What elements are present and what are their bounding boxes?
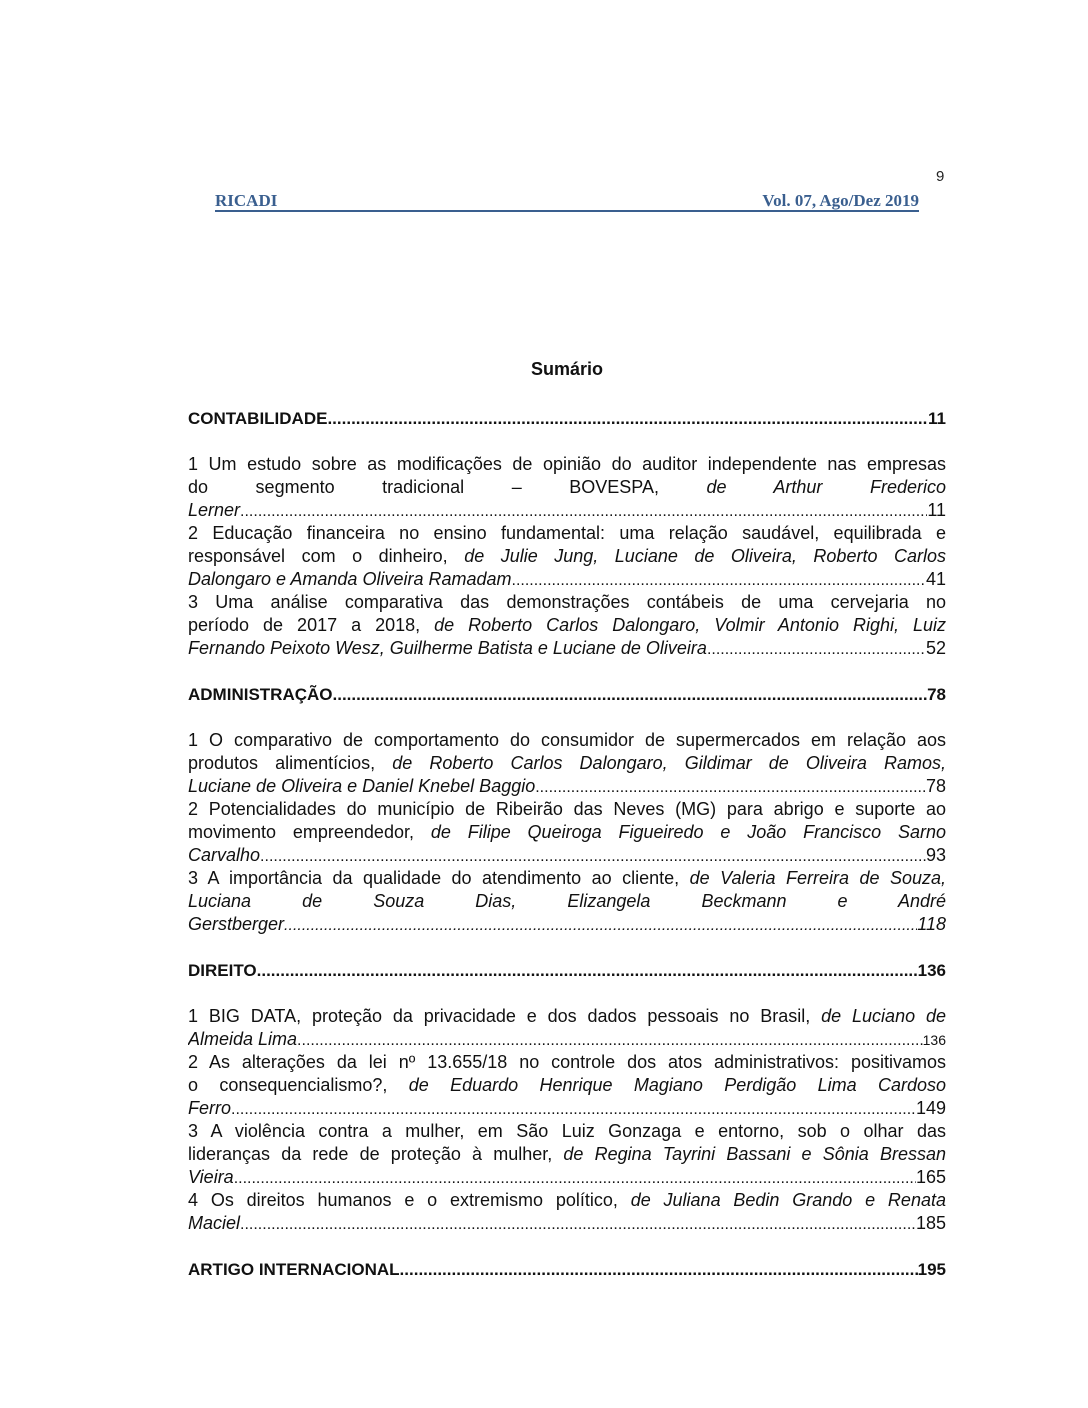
entry-page: 136	[922, 1032, 946, 1048]
toc-entry[interactable]	[188, 1051, 946, 1120]
entry-page: 185	[915, 1213, 946, 1233]
entry-authors-cont: Carvalho	[188, 845, 261, 865]
entry-authors-cont: Vieira	[188, 1167, 234, 1187]
leader-dots	[297, 1029, 923, 1051]
toc-section-artigo-internacional	[188, 1258, 946, 1281]
toc-entry[interactable]	[188, 1120, 946, 1189]
entry-title: 3 A violência contra a mulher, em São Luiz Gonzaga e entorno, sob o olhar das	[188, 1121, 946, 1141]
entry-title-cont: período de 2017 a 2018,	[188, 615, 421, 635]
entry-title-cont: do segmento tradicional – BOVESPA,	[188, 477, 659, 497]
entry-authors: de Filipe Queiroga Figueiredo e João Francisco Sarno	[430, 822, 946, 842]
leader-dots	[535, 776, 926, 798]
entry-title-cont: movimento empreendedor,	[188, 822, 414, 842]
entry-authors-cont: Luciana de Souza Dias, Elizangela Beckmann e André	[188, 891, 946, 911]
entry-title: 1 BIG DATA, proteção da privacidade e dos dados pessoais no Brasil,	[188, 1006, 811, 1026]
toc-entry[interactable]	[188, 1189, 946, 1235]
leader-dots	[234, 1167, 916, 1189]
volume-info: Vol. 07, Ago/Dez 2019	[762, 191, 919, 210]
entry-page: 52	[925, 638, 946, 658]
leader-dots	[231, 1098, 916, 1120]
entry-title: 3 Uma análise comparativa das demonstrações contábeis de uma cervejaria no	[188, 592, 946, 612]
entry-title-cont: produtos alimentícios,	[188, 753, 376, 773]
leader-dots	[400, 1258, 918, 1281]
entry-title: 3 A importância da qualidade do atendimento ao cliente,	[188, 868, 680, 888]
toc-entry[interactable]	[188, 798, 946, 867]
entry-authors-cont: Luciane de Oliveira e Daniel Knebel Baggio	[188, 776, 536, 796]
section-page: 78	[927, 685, 946, 704]
entry-title: 1 O comparativo de comportamento do consumidor de supermercados em relação aos	[188, 730, 946, 750]
toc-entry[interactable]	[188, 867, 946, 936]
entry-title: 2 As alterações da lei nº 13.655/18 no controle dos atos administrativos: positivamos	[188, 1052, 946, 1072]
entry-page: 93	[925, 845, 946, 865]
entry-authors: de Roberto Carlos Dalongaro, Volmir Antonio Righi, Luiz	[434, 615, 946, 635]
entry-page: 165	[915, 1167, 946, 1187]
entry-authors: de Julie Jung, Luciane de Oliveira, Roberto Carlos	[464, 546, 946, 566]
section-heading[interactable]	[188, 959, 946, 982]
entry-authors-cont: Ferro	[188, 1098, 232, 1118]
entry-page: 11	[927, 500, 946, 520]
section-page: 136	[917, 961, 946, 980]
section-label: CONTABILIDADE	[188, 409, 328, 428]
entry-page: 41	[925, 569, 946, 589]
section-label: DIREITO	[188, 961, 257, 980]
entry-authors-cont: Maciel	[188, 1213, 241, 1233]
toc-entry[interactable]	[188, 729, 946, 798]
entry-authors-cont: Fernando Peixoto Wesz, Guilherme Batista e Luciane de Oliveira	[188, 638, 707, 658]
section-page: 11	[928, 409, 946, 428]
section-heading[interactable]	[188, 407, 946, 430]
toc-title: Sumário	[530, 359, 604, 379]
leader-dots	[707, 638, 926, 660]
toc-entry[interactable]	[188, 453, 946, 522]
entry-title: 1 Um estudo sobre as modificações de opinião do auditor independente nas empresas	[188, 454, 946, 474]
entry-authors: de Roberto Carlos Dalongaro, Gildimar de Oliveira Ramos,	[392, 753, 946, 773]
leader-dots	[260, 845, 926, 867]
section-label: ARTIGO INTERNACIONAL	[188, 1260, 400, 1279]
entry-authors: de Eduardo Henrique Magiano Perdigão Lima Cardoso	[408, 1075, 946, 1095]
entry-page: 149	[915, 1098, 946, 1118]
leader-dots	[284, 914, 917, 936]
section-label: ADMINISTRAÇÃO	[188, 685, 333, 704]
entry-page: 78	[925, 776, 946, 796]
entry-title: 4 Os direitos humanos e o extremismo político,	[188, 1190, 618, 1210]
entry-title-cont: lideranças da rede de proteção à mulher,	[188, 1144, 553, 1164]
table-of-contents	[188, 407, 946, 1281]
entry-authors-cont: Dalongaro e Amanda Oliveira Ramadam	[188, 569, 512, 589]
section-heading[interactable]	[188, 683, 946, 706]
leader-dots	[512, 569, 926, 591]
entry-authors: de Arthur Frederico	[706, 477, 946, 497]
toc-section-contabilidade	[188, 407, 946, 683]
leader-dots	[333, 683, 928, 706]
journal-name: RICADI	[215, 191, 278, 210]
entry-title: 2 Educação financeira no ensino fundamental: uma relação saudável, equilibrada e	[188, 523, 946, 543]
entry-page: 118	[917, 914, 946, 934]
entry-title: 2 Potencialidades do município de Ribeirão das Neves (MG) para abrigo e suporte ao	[188, 799, 946, 819]
entry-authors-cont: Almeida Lima	[188, 1029, 298, 1049]
toc-section-direito	[188, 959, 946, 1258]
toc-section-administracao	[188, 683, 946, 959]
leader-dots	[240, 500, 927, 522]
toc-entry[interactable]	[188, 591, 946, 660]
section-heading[interactable]	[188, 1258, 946, 1281]
entry-authors: de Regina Tayrini Bassani e Sônia Bressan	[563, 1144, 946, 1164]
running-header	[215, 190, 919, 212]
entry-authors-cont: Gerstberger	[188, 914, 285, 934]
entry-authors: de Luciano de	[821, 1006, 946, 1026]
entry-authors-cont: Lerner	[188, 500, 241, 520]
entry-authors: de Valeria Ferreira de Souza,	[689, 868, 946, 888]
toc-entry[interactable]	[188, 522, 946, 591]
entry-title-cont: o consequencialismo?,	[188, 1075, 388, 1095]
leader-dots	[327, 407, 928, 430]
entry-title-cont: responsável com o dinheiro,	[188, 546, 448, 566]
page-number: 9	[936, 168, 945, 185]
toc-entry[interactable]	[188, 1005, 946, 1051]
entry-authors: de Juliana Bedin Grando e Renata	[630, 1190, 946, 1210]
leader-dots	[240, 1213, 916, 1235]
section-page: 195	[917, 1260, 946, 1279]
leader-dots	[257, 959, 918, 982]
